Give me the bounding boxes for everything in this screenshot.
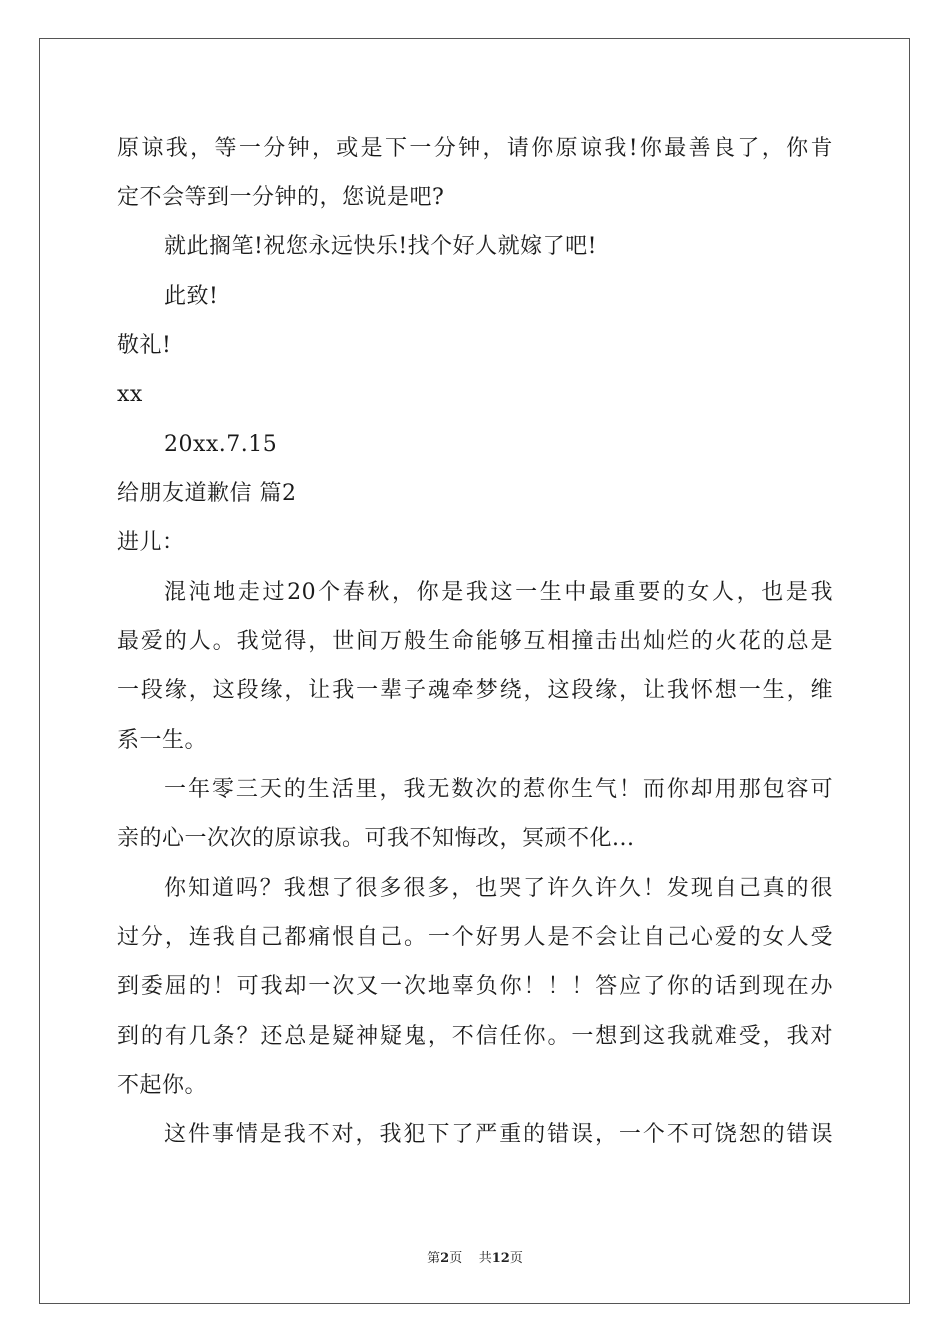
total-prefix: 共: [478, 1251, 492, 1266]
text-line: 一段缘，这段缘，让我一辈子魂牵梦绕，这段缘，让我怀想一生，维: [117, 678, 833, 703]
text-line: 过分，连我自己都痛恨自己。一个好男人是不会让自己心爱的女人受: [117, 925, 833, 950]
text-line: 定不会等到一分钟的，您说是吧?: [117, 185, 445, 210]
page-number: 2: [440, 1251, 450, 1266]
page-footer: [0, 1247, 950, 1266]
closing-salutation: 此致!: [164, 284, 219, 309]
text-line: 就此搁笔!祝您永远快乐!找个好人就嫁了吧!: [164, 234, 598, 259]
page-border: [39, 38, 910, 1304]
text-line: 混沌地走过20个春秋，你是我这一生中最重要的女人，也是我: [164, 580, 833, 605]
signature: xx: [117, 382, 143, 407]
text-line: 最爱的人。我觉得，世间万般生命能够互相撞击出灿烂的火花的总是: [117, 629, 833, 654]
text-line: 到委屈的！可我却一次又一次地辜负你！！！答应了你的话到现在办: [117, 974, 833, 999]
text-line: 亲的心一次次的原谅我。可我不知悔改，冥顽不化...: [117, 826, 635, 851]
section-heading: 给朋友道歉信 篇2: [117, 481, 297, 506]
page-prefix: 第: [427, 1251, 441, 1266]
letter-date: 20xx.7.15: [164, 432, 278, 457]
page-suffix: 页: [449, 1251, 463, 1266]
text-line: 到的有几条？还总是疑神疑鬼，不信任你。一想到这我就难受，我对: [117, 1024, 833, 1049]
text-line: 一年零三天的生活里，我无数次的惹你生气！而你却用那包容可: [164, 777, 833, 802]
closing-regards: 敬礼!: [117, 333, 172, 358]
letter-greeting: 进儿：: [117, 530, 185, 555]
text-line: 这件事情是我不对，我犯下了严重的错误，一个不可饶恕的错误: [164, 1122, 833, 1147]
text-line: 原谅我，等一分钟，或是下一分钟，请你原谅我!你最善良了，你肯: [117, 136, 833, 161]
total-pages: 12: [491, 1251, 510, 1266]
text-line: 系一生。: [117, 728, 208, 753]
text-line: 不起你。: [117, 1073, 208, 1098]
total-suffix: 页: [509, 1251, 523, 1266]
text-line: 你知道吗？我想了很多很多，也哭了许久许久！发现自己真的很: [164, 876, 833, 901]
